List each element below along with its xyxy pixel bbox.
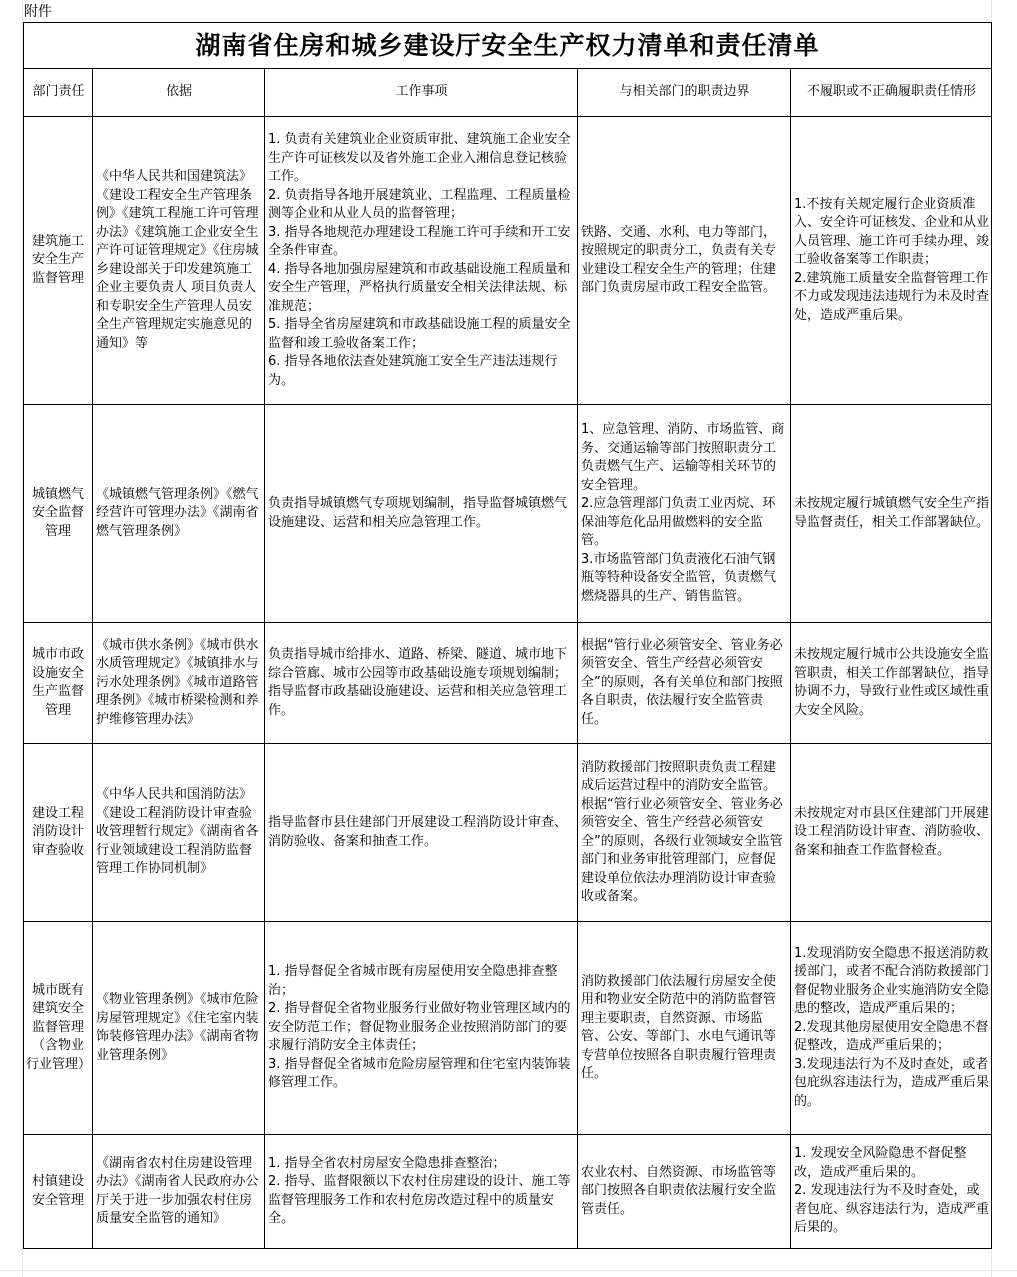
responsibility-table <box>23 22 992 1249</box>
work-cell[interactable] <box>265 405 578 623</box>
boundary-cell[interactable] <box>578 117 791 405</box>
liability-item: 2. 发现违法行为不及时查处，或者包庇、纵容违法行为，造成严重后果的。 <box>794 1183 990 1236</box>
dept-cell[interactable]: 建设工程消防设计审查验收 <box>24 744 93 922</box>
work-cell[interactable] <box>265 117 578 405</box>
dept-cell[interactable]: 城镇燃气安全监督管理 <box>24 405 93 623</box>
table-row <box>24 623 992 744</box>
liability-item: 1.不按有关规定履行企业资质准入、安全许可证核发、企业和从业人员管理、施工许可手续办理、竣工验收备案等工作职责； <box>794 196 990 268</box>
header-row <box>24 69 992 117</box>
boundary-item: 1、应急管理、消防、市场监管、商务、交通运输等部门按照职责分工负责燃气生产、运输等相关环节的安全管理。 <box>581 422 785 493</box>
work-cell[interactable] <box>265 744 578 922</box>
work-item: 2. 指导、监督限额以下农村住房建设的设计、施工等监督管理服务工作和农村危房改造过程中的质量安全。 <box>268 1174 571 1226</box>
liability-cell[interactable] <box>791 405 992 623</box>
header-liability[interactable]: 不履职或不正确履职责任情形 <box>791 69 992 117</box>
header-boundary[interactable]: 与相关部门的职责边界 <box>578 69 791 117</box>
grid-line <box>0 1270 1017 1271</box>
boundary-cell[interactable] <box>578 744 791 922</box>
boundary-item: 铁路、交通、水利、电力等部门，按照规定的职责分工，负责有关专业建设工程安全生产的管理；住建部门负责房屋市政工程安全监管。 <box>581 224 777 295</box>
liability-item: 1. 发现安全风险隐患不督促整改，造成严重后果的。 <box>794 1146 967 1180</box>
table-row <box>24 117 992 405</box>
boundary-item: 2.应急管理部门负责工业丙烷、环保油等危化品用做燃料的安全监管。 <box>581 496 776 548</box>
liability-cell[interactable] <box>791 922 992 1135</box>
work-item: 5. 指导全省房屋建筑和市政基础设施工程的质量安全监督和竣工验收备案工作； <box>268 317 571 351</box>
dept-cell[interactable]: 建筑施工安全生产监督管理 <box>24 117 93 405</box>
basis-cell[interactable]: 《城市供水条例》《城市供水水质管理规定》《城镇排水与污水处理条例》《城市道路管理条例》《城市桥梁检测和养护维修管理办法》 <box>93 623 265 744</box>
boundary-item: 农业农村、自然资源、市场监管等部门按照各自职责依法履行安全监管责任。 <box>581 1164 777 1217</box>
work-item: 3. 指导督促全省城市危险房屋管理和住宅室内装饰装修管理工作。 <box>268 1056 571 1091</box>
boundary-item: 消防救援部门依法履行房屋安全使用和物业安全防范中的消防监督管理主要职责，自然资源、市场监管、公安、等部门、水电气通讯等专营单位按照各自职责履行管理责任。 <box>581 973 777 1081</box>
table-row <box>24 405 992 623</box>
header-dept[interactable]: 部门责任 <box>24 69 93 117</box>
boundary-item: 3.市场监管部门负责液化石油气钢瓶等特种设备安全监管，负责燃气燃烧器具的生产、销售监管。 <box>581 551 777 604</box>
boundary-item: 消防救援部门按照职责负责工程建成后运营过程中的消防安全监管。根据“管行业必须管安全、管业务必须管安全、管生产经营必须管安全”的原则，各级行业领域安全监管部门和业务审批管理部门，应督促建设单位依法办理消防设计审查验收或备案。 <box>581 759 783 904</box>
work-cell[interactable] <box>265 1135 578 1249</box>
table-row <box>24 922 992 1135</box>
work-cell[interactable] <box>265 623 578 744</box>
work-item: 负责指导城镇燃气专项规划编制，指导监督城镇燃气设施建设、运营和相关应急管理工作。 <box>268 496 568 530</box>
liability-cell[interactable] <box>791 117 992 405</box>
header-basis[interactable]: 依据 <box>93 69 265 117</box>
liability-cell[interactable] <box>791 1135 992 1249</box>
work-item: 2. 指导督促全省物业服务行业做好物业管理区域内的安全防范工作；督促物业服务企业按照消防部门的要求履行消防安全主体责任； <box>268 1001 571 1054</box>
liability-item: 1.发现消防安全隐患不报送消防救援部门，或者不配合消防救援部门督促物业服务企业实施消防安全隐患的整改，造成严重后果的； <box>794 945 990 1017</box>
boundary-cell[interactable] <box>578 623 791 744</box>
basis-cell[interactable]: 《中华人民共和国建筑法》《建设工程安全生产管理条例》《建筑工程施工许可管理办法》《建筑施工企业安全生产许可证管理规定》《住房城乡建设部关于印发建筑施工企业主要负责人 项目负责人和专职安全生产管理人员安全生产管理规定实施意见的通知》等 <box>93 117 265 405</box>
liability-cell[interactable] <box>791 623 992 744</box>
liability-item: 3.发现违法行为不及时查处，或者包庇纵容违法行为，造成严重后果的。 <box>794 1056 990 1109</box>
dept-cell[interactable]: 城市市政设施安全生产监督管理 <box>24 623 93 744</box>
table-row <box>24 1135 992 1249</box>
dept-cell[interactable]: 村镇建设安全管理 <box>24 1135 93 1249</box>
attachment-label[interactable]: 附件 <box>24 4 52 20</box>
work-item: 4. 指导各地加强房屋建筑和市政基础设施工程质量和安全生产管理，严格执行质量安全相关法律法规、标准规范； <box>268 261 571 314</box>
work-item: 1. 指导全省农村房屋安全隐患排查整治； <box>268 1155 506 1171</box>
dept-cell[interactable]: 城市既有建筑安全监督管理（含物业行业管理） <box>24 922 93 1135</box>
work-item: 指导监督市县住建部门开展建设工程消防设计审查、消防验收、备案和抽查工作。 <box>268 815 568 849</box>
basis-cell[interactable]: 《中华人民共和国消防法》《建设工程消防设计审查验收管理暂行规定》《湖南省各行业领域建设工程消防监督管理工作协同机制》 <box>93 744 265 922</box>
boundary-cell[interactable] <box>578 922 791 1135</box>
work-item: 1. 负责有关建筑业企业资质审批、建筑施工企业安全生产许可证核发以及省外施工企业入湘信息登记核验工作。 <box>268 132 571 184</box>
work-item: 6. 指导各地依法查处建筑施工安全生产违法违规行为。 <box>268 354 558 388</box>
liability-item: 未按规定履行城市公共设施安全监管职责，相关工作部署缺位，指导协调不力，导致行业性或区域性重大安全风险。 <box>794 647 990 718</box>
work-item: 1. 指导督促全省城市既有房屋使用安全隐患排查整治； <box>268 964 558 998</box>
liability-item: 未按规定对市县区住建部门开展建设工程消防设计审查、消防验收、备案和抽查工作监督检查。 <box>794 805 990 858</box>
work-item: 2. 负责指导各地开展建筑业、工程监理、工程质量检测等企业和从业人员的监督管理； <box>268 187 571 221</box>
header-work[interactable]: 工作事项 <box>265 69 578 117</box>
liability-item: 2.建筑施工质量安全监督管理工作不力或发现违法违规行为未及时查处，造成严重后果。 <box>794 270 990 323</box>
liability-item: 未按规定履行城镇燃气安全生产指导监督责任，相关工作部署缺位。 <box>794 496 990 530</box>
boundary-cell[interactable] <box>578 1135 791 1249</box>
table-row <box>24 744 992 922</box>
boundary-item: 根据“管行业必须管安全、管业务必须管安全、管生产经营必须管安全”的原则，各有关单位和部门按照各自职责，依法履行安全监管责任。 <box>581 637 783 727</box>
basis-cell[interactable]: 《城镇燃气管理条例》《燃气经营许可管理办法》《湖南省燃气管理条例》 <box>93 405 265 623</box>
page-title[interactable]: 湖南省住房和城乡建设厅安全生产权力清单和责任清单 <box>24 23 992 69</box>
liability-cell[interactable] <box>791 744 992 922</box>
work-cell[interactable] <box>265 922 578 1135</box>
work-item: 3. 指导各地规范办理建设工程施工许可手续和开工安全条件审查。 <box>268 224 571 258</box>
liability-item: 2.发现其他房屋使用安全隐患不督促整改，造成严重后果的； <box>794 1019 989 1054</box>
boundary-cell[interactable] <box>578 405 791 623</box>
basis-cell[interactable]: 《物业管理条例》《城市危险房屋管理规定》《住宅室内装饰装修管理办法》《湖南省物业管理条例》 <box>93 922 265 1135</box>
work-item: 负责指导城市给排水、道路、桥梁、隧道、城市地下综合管廊、城市公园等市政基础设施专项规划编制；指导监督市政基础设施建设、运营和相关应急管理工作。 <box>268 647 568 718</box>
basis-cell[interactable]: 《湖南省农村住房建设管理办法》《湖南省人民政府办公厅关于进一步加强农村住房质量安全监管的通知》 <box>93 1135 265 1249</box>
